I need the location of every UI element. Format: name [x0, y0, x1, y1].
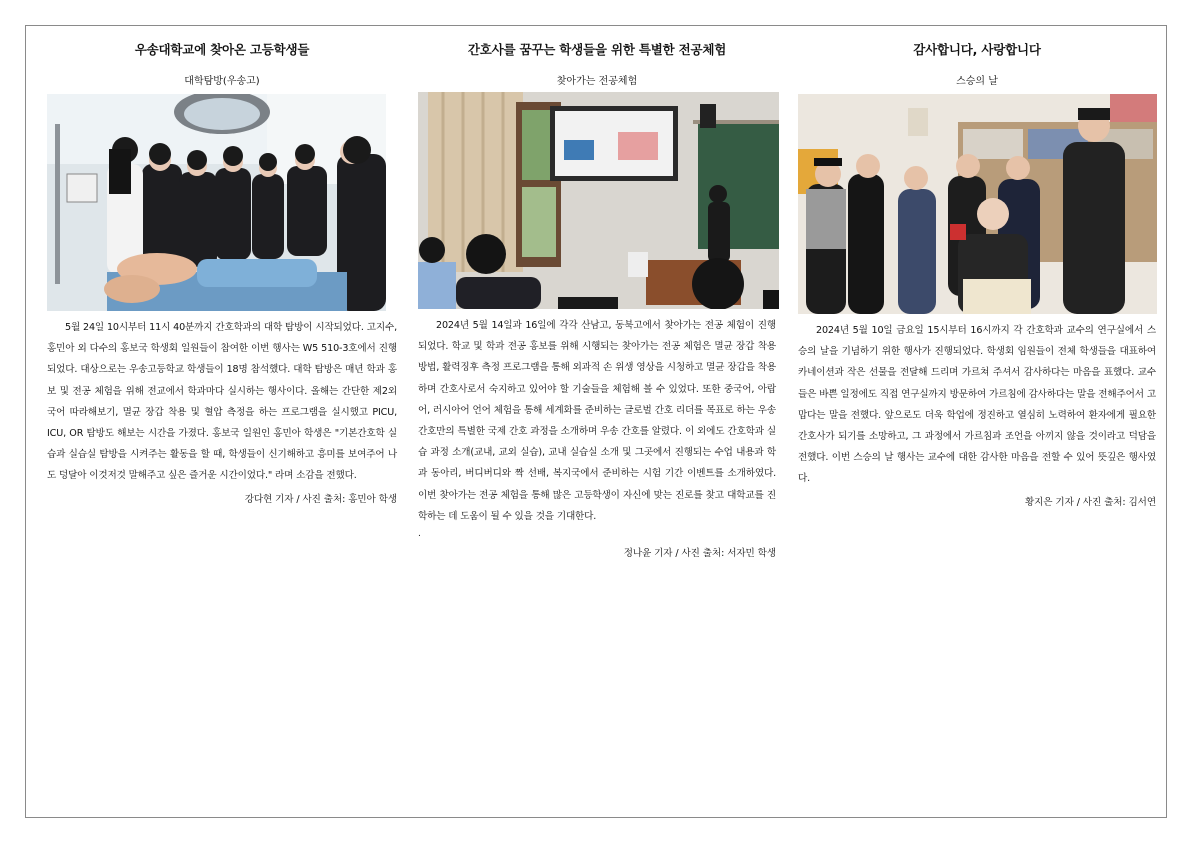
page-frame [25, 25, 1167, 818]
article-title: 우송대학교에 찾아온 고등학생들 [134, 42, 310, 57]
article-title: 감사합니다, 사랑합니다 [913, 42, 1041, 57]
article-teachers-day [798, 26, 1156, 508]
article-credit: 강다현 기자 / 사진 출처: 홍민아 학생 [244, 493, 397, 505]
article-subtitle: 스승의 날 [956, 76, 998, 87]
article-subtitle: 찾아가는 전공체험 [556, 76, 638, 87]
article-photo [418, 92, 779, 309]
article-body: 2024년 5월 14일과 16일에 각각 산남고, 동북고에서 찾아가는 전공 체험이 진행되었다. 학교 및 학과 전공 홍보를 위해 시행되는 찾아가는 전공 체험은 멸균 장갑 착용 방법, 활력징후 측정 프로그램을 통해 외과적 손 위생 영상을 시청하고 멸균 장갑을 착용하며 간호사로서 숙지하고 있어야 할 기술들을 체험해 볼 수 있었다. 또한 중국어, 아랍어, 러시아어 언어 체험을 통해 세계화를 준비하는 글로벌 간호 리더를 목표로 하는 우송 간호만의 특별한 국제 간호 과정을 소개하며 우송 간호를 알렸다. 이 외에도 간호학과 실습 과정 소개(교내, 교외 실습), 교내 실습실 소개 및 그곳에서 진행되는 수업 내용과 학과 동아리, 버디버디와 짝 선배, 복지국에서 준비하는 시험 기간 이벤트를 소개하였다. 이번 찾아가는 전공 체험을 통해 많은 고등학생이 자신에 맞는 진로를 찾고 대학교를 진학하는 데 도움이 될 수 있을 것을 기대한다. [418, 320, 776, 522]
article-title: 간호사를 꿈꾸는 학생들을 위한 특별한 전공체험 [467, 42, 727, 57]
stray-dot: . [418, 529, 421, 540]
article-body: 5월 24일 10시부터 11시 40분까지 간호학과의 대학 탐방이 시작되었다. 고지수, 홍민아 외 다수의 홍보국 학생회 일원들이 참여한 이번 행사는 W5 510-3호에서 진행되었다. 대상으로는 우송고등학교 학생들이 18명 참석했다. 대학 탐방은 매년 학과 홍보 및 전공 체험을 위해 전교에서 학과마다 실시하는 행사이다. 올해는 간단한 제2외국어 따라해보기, 멸균 장갑 착용 및 혈압 측정을 하는 프로그램을 실시했고 PICU, ICU, OR 탐방도 해보는 시간을 가졌다. 홍보국 일원인 홍민아 학생은 "기본간호학 실습과 실습실 탐방을 시켜주는 활동을 할 때, 학생들이 신기해하고 흥미를 보여주어 나도 덩달아 이것저것 말해주고 싶은 즐거운 시간이었다." 라며 소감을 전했다. [47, 322, 397, 482]
photo-teachers-day [798, 94, 1157, 314]
article-campus-visit [47, 26, 397, 505]
article-photo [798, 94, 1157, 314]
article-subtitle: 대학탐방(우송고) [184, 76, 260, 87]
article-body: 2024년 5월 10일 금요일 15시부터 16시까지 각 간호학과 교수의 연구실에서 스승의 날을 기념하기 위한 행사가 진행되었다. 학생회 임원들이 전체 학생들을 대표하여 카네이션과 작은 선물을 전달해 드리며 가르쳐 주셔서 감사하다는 마음을 표했다. 교수들은 바쁜 일정에도 직접 연구실까지 방문하여 가르침에 감사하다는 말을 전해주어서 고맙다는 말을 전했다. 앞으로도 더욱 학업에 정진하고 열심히 노력하여 환자에게 필요한 간호사가 되기를 소망하고, 그 과정에서 가르침과 조언을 아끼지 않을 것이라고 덕담을 전했다. 이번 스승의 날 행사는 교수에 대한 감사한 마음을 전할 수 있어 뜻깊은 행사였다. [798, 325, 1156, 485]
article-credit: 황지은 기자 / 사진 출처: 김서연 [1024, 496, 1156, 508]
photo-classroom [418, 92, 779, 309]
article-major-experience [418, 26, 776, 559]
photo-lab-visit [47, 94, 386, 311]
article-credit: 정나윤 기자 / 사진 출처: 서자민 학생 [623, 548, 776, 560]
article-photo [47, 94, 386, 311]
